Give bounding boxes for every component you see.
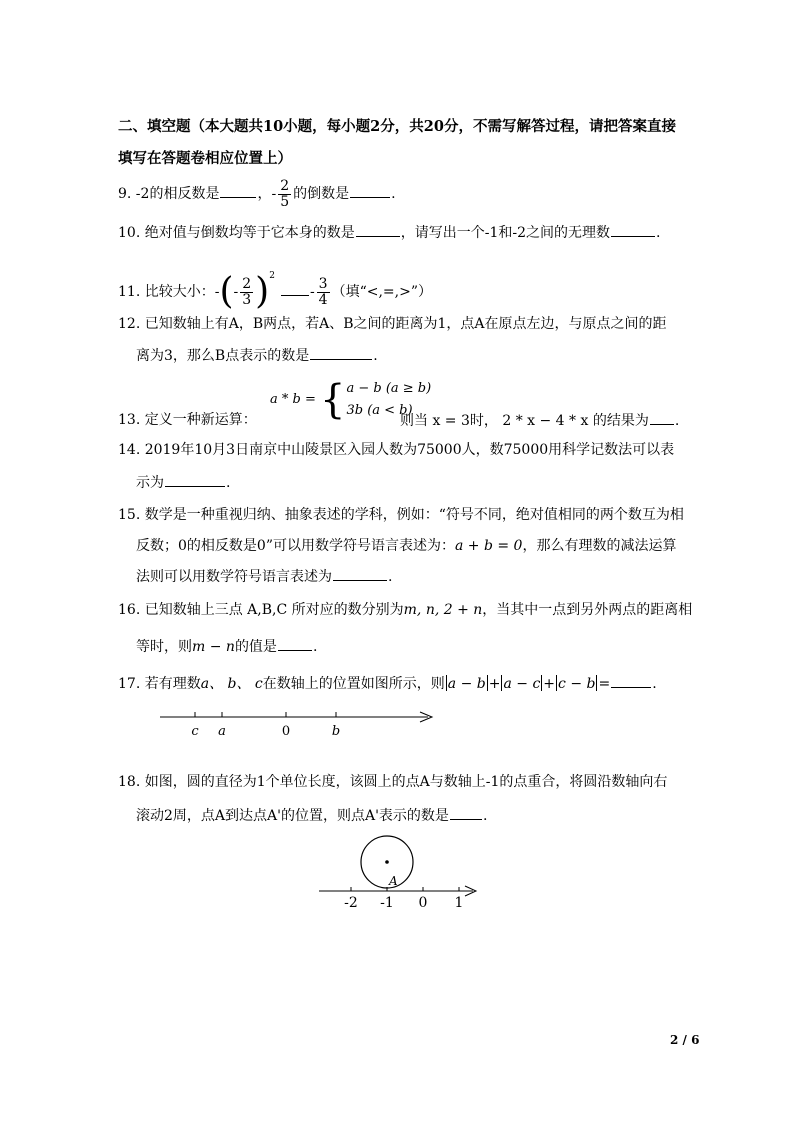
q11-text-a: 11. 比较大小：- (118, 284, 220, 300)
q18-label-0: 0 (418, 895, 428, 911)
q17-vars: a、 b、 c (200, 676, 263, 692)
q18-circle-center (385, 860, 389, 864)
question-13-condition (400, 410, 679, 431)
question-18-line1: 18. 如图，圆的直径为1个单位长度，该圆上的点A与数轴上-1的点重合，将圆沿数轴向右 (118, 774, 668, 790)
question-10 (118, 222, 660, 243)
q15-blank (333, 566, 387, 581)
q10-text-b: ，请写出一个-1和-2之间的无理数 (400, 225, 610, 241)
question-14-line1: 14. 2019年10月3日南京中山陵景区入园人数为75000人，数75000用科学记数法可以表 (118, 442, 675, 458)
q9-end: . (391, 186, 396, 202)
q11-blank (281, 281, 309, 296)
q17-text-b: 在数轴上的位置如图所示，则 (262, 676, 445, 692)
q18-point-label: A (389, 874, 398, 888)
section-title-line2: 填写在答题卷相应位置上） (118, 150, 292, 167)
question-18-line2 (136, 805, 487, 826)
q9-fraction (278, 179, 291, 210)
q9-blank-2 (350, 183, 390, 198)
q11-fraction-2 (317, 277, 330, 308)
q16-expr: m − n (192, 639, 235, 655)
q13-text-a: 13. 定义一种新运算： (118, 412, 257, 428)
q15-text-c: ，那么有理数的减法运算 (522, 538, 677, 554)
q13-blank (650, 410, 674, 425)
question-9 (118, 176, 396, 212)
q9-text-a: 9. -2的相反数是 (118, 186, 220, 202)
question-15-line3 (136, 566, 392, 587)
q18-label-m2: -2 (344, 895, 358, 911)
q17-text-a: 17. 若有理数 (118, 676, 201, 692)
q16-text-c: ，当其中一点到另外两点的距离相 (482, 602, 693, 618)
page-number: 2 / 6 (670, 1033, 700, 1047)
q12-blank (310, 345, 372, 360)
q17-label-c: c (191, 724, 199, 739)
q15-formula: a + b = 0 (454, 538, 523, 554)
question-12-line2 (136, 345, 378, 366)
q17-plus-2: + (543, 676, 556, 692)
q17-label-0: 0 (281, 724, 291, 739)
q16-vars: m, n, 2 + n (403, 602, 483, 618)
q15-text-line3: 法则可以用数学符号语言表述为 (136, 569, 332, 585)
q9-frac-den: 5 (280, 193, 290, 210)
q17-end: . (652, 676, 657, 692)
q11-frac2-num: 3 (318, 275, 328, 292)
section-title-line1: 二、填空题（本大题共10小题，每小题2分，共20分，不需写解答过程，请把答案直接 (118, 118, 676, 135)
q16-blank (278, 636, 312, 651)
q12-text: 离为3，那么B点表示的数是 (136, 348, 310, 364)
q18-label-m1: -1 (380, 895, 394, 911)
question-15-line2 (136, 536, 676, 556)
q10-text-a: 10. 绝对值与倒数均等于它本身的数是 (118, 225, 355, 241)
q18-text: 滚动2周，点A到达点A'的位置，则点A'表示的数是 (136, 808, 449, 824)
q11-text-c: （填“<,=,>”） (331, 284, 432, 300)
q11-frac1-den: 3 (242, 291, 252, 308)
q14-text: 示为 (136, 475, 164, 491)
q15-end: . (388, 569, 393, 585)
q10-end: . (656, 225, 661, 241)
question-15-line1: 15. 数学是一种重视归纳、抽象表述的学科，例如：“符号不同，绝对值相同的两个数互为相 (118, 507, 684, 523)
question-12-line1: 12. 已知数轴上有A，B两点，若A、B之间的距离为1，点A在原点左边，与原点之间的距 (118, 316, 667, 332)
q13-text-b: 则当 x = 3时， 2 * x − 4 * x 的结果为 (400, 413, 649, 429)
q13-case-1: a − b (a ≥ b) (346, 380, 432, 396)
q16-text-a: 16. 已知数轴上三点 A,B,C 所对应的数分别为 (118, 602, 404, 618)
q17-plus-1: + (488, 676, 501, 692)
q11-paren-close: ) (255, 271, 270, 312)
question-17 (118, 673, 657, 694)
q11-frac2-den: 4 (318, 291, 328, 308)
q18-figure (315, 835, 485, 915)
question-13 (118, 410, 257, 430)
q11-fraction-1 (240, 277, 253, 308)
question-14-line2 (136, 472, 230, 493)
q10-blank-2 (611, 222, 655, 237)
question-11 (118, 256, 432, 312)
q13-end: . (674, 413, 680, 429)
q11-paren-open: ( (219, 271, 234, 312)
q10-blank-1 (356, 222, 400, 237)
q18-blank (450, 805, 482, 820)
q14-end: . (226, 475, 231, 491)
q14-blank (165, 472, 225, 487)
q16-end: . (312, 639, 318, 655)
q12-end: . (373, 348, 378, 364)
q17-equals: = (598, 676, 611, 692)
q17-abs-bar (487, 675, 488, 691)
q11-frac1-num: 2 (242, 275, 252, 292)
q16-text-line2a: 等时，则 (136, 639, 192, 655)
q17-label-b: b (331, 724, 341, 739)
q17-expr-1: a − b (447, 676, 486, 692)
q17-expr-2: a − c (503, 676, 541, 692)
q18-end: . (482, 808, 488, 824)
q17-blank (611, 673, 651, 688)
q11-text-b: - (309, 284, 315, 300)
q13-case-2: 3b (a < b) (346, 402, 413, 418)
q18-label-1: 1 (454, 895, 464, 911)
q17-abs-bar (556, 675, 557, 691)
q9-frac-num: 2 (280, 177, 290, 194)
q15-text-a: 反数；0的相反数是0”可以用数学符号语言表述为： (136, 538, 455, 554)
q9-blank-1 (220, 183, 256, 198)
q13-brace: { (320, 376, 346, 423)
q17-number-line (150, 705, 450, 743)
q11-minus: - (233, 284, 239, 300)
q11-exponent: 2 (269, 271, 275, 281)
q9-text-b: ，- (257, 186, 277, 202)
q16-text-line2c: 的值是 (234, 639, 277, 655)
q9-text-c: 的倒数是 (293, 186, 350, 202)
q17-abs-bar (446, 675, 447, 691)
question-16-line2 (136, 636, 317, 657)
q13-lhs: a * b = (270, 392, 316, 407)
q17-expr-3: c − b (558, 676, 596, 692)
q17-label-a: a (218, 724, 226, 739)
question-16-line1 (118, 600, 692, 620)
